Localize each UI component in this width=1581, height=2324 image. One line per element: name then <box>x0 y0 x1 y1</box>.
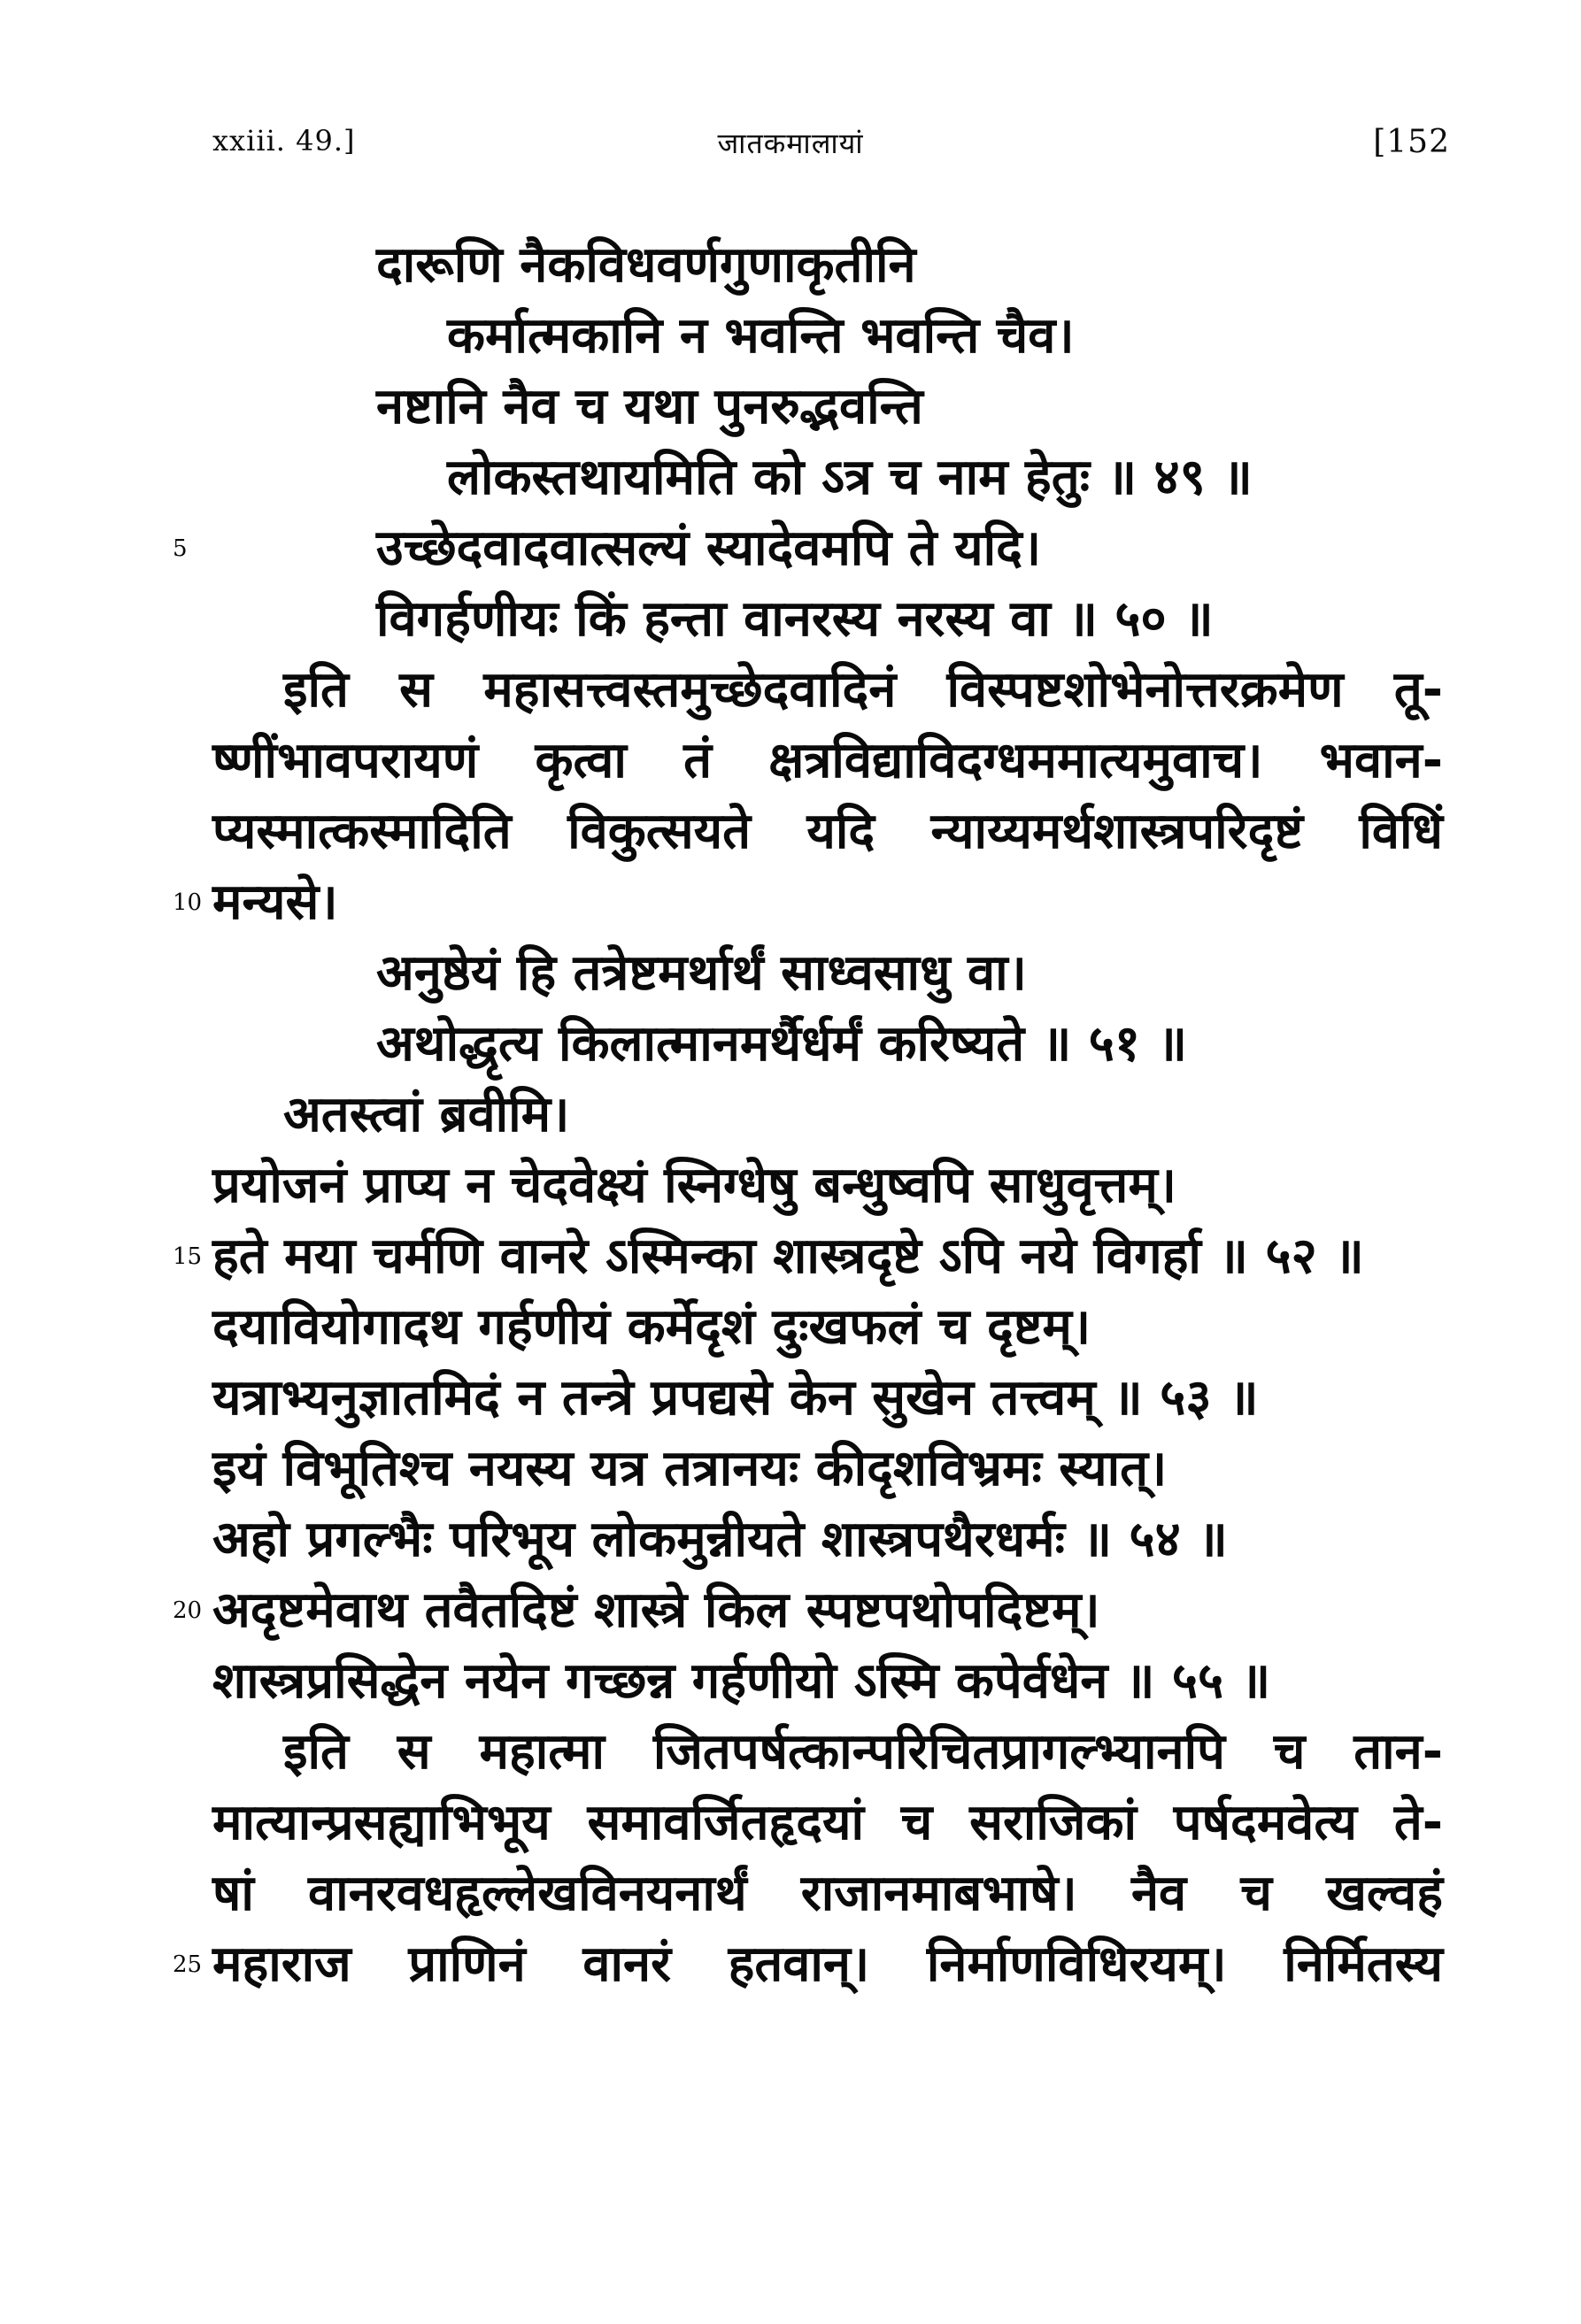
text-line: षां वानरवधहृल्लेखविनयनार्थं राजानमाबभाषे। नैव च खल्वहं <box>212 1865 1443 1922</box>
line-number: 25 <box>173 1951 203 1978</box>
running-head-reference: xxiii. 49.] <box>212 124 356 158</box>
text-line: इति स महासत्त्वस्तमुच्छेदवादिनं विस्पष्टशोभेनोत्तरक्रमेण तू- <box>283 661 1443 719</box>
line-number: 10 <box>173 889 203 916</box>
text-line: महाराज प्राणिनं वानरं हतवान्। निर्माणविधिरयम्। निर्मितस्य <box>212 1935 1443 1993</box>
line-number: 5 <box>173 535 188 562</box>
text-line: नष्टानि नैव च यथा पुनरुद्भवन्ति <box>376 378 923 435</box>
text-line: हते मया चर्मणि वानरे ऽस्मिन्का शास्त्रदृष्टे ऽपि नये विगर्हा ॥ ५२ ॥ <box>212 1227 1364 1285</box>
running-head-title: जातकमालायां <box>717 127 864 160</box>
line-number: 15 <box>173 1243 203 1270</box>
text-line: अदृष्टमेवाथ तवैतदिष्टं शास्त्रे किल स्पष्टपथोपदिष्टम्। <box>212 1581 1100 1639</box>
text-line: अहो प्रगल्भैः परिभूय लोकमुन्नीयते शास्त्रपथैरधर्मः ॥ ५४ ॥ <box>212 1511 1228 1568</box>
text-line: दयावियोगादथ गर्हणीयं कर्मेदृशं दुःखफलं च दृष्टम्। <box>212 1298 1091 1356</box>
text-line: कर्मात्मकानि न भवन्ति भवन्ति चैव। <box>447 307 1075 365</box>
text-line: शास्त्रप्रसिद्धेन नयेन गच्छन्न गर्हणीयो ऽस्मि कपेर्वधेन ॥ ५५ ॥ <box>212 1652 1271 1710</box>
page-header <box>0 124 1581 177</box>
text-line: अनुष्ठेयं हि तत्रेष्टमर्थार्थं साध्वसाधु वा। <box>376 944 1027 1002</box>
text-line: उच्छेदवादवात्सल्यं स्यादेवमपि ते यदि। <box>376 519 1042 577</box>
text-line: लोकस्तथायमिति को ऽत्र च नाम हेतुः ॥ ४९ ॥ <box>447 449 1253 506</box>
page-number: [152 <box>1373 124 1450 160</box>
text-line: प्यस्मात्कस्मादिति विकुत्सयते यदि न्याय्यमर्थशास्त्रपरिदृष्टं विधिं <box>212 803 1443 860</box>
text-line: मात्यान्प्रसह्याभिभूय समावर्जितहृदयां च सराजिकां पर्षदमवेत्य ते- <box>212 1794 1443 1851</box>
text-line: प्रयोजनं प्राप्य न चेदवेक्ष्यं स्निग्धेषु बन्धुष्वपि साधुवृत्तम्। <box>212 1157 1177 1214</box>
line-number: 20 <box>173 1597 203 1624</box>
text-line: विगर्हणीयः किं हन्ता वानरस्य नरस्य वा ॥ ५० ॥ <box>376 590 1214 648</box>
text-line: अथोद्धृत्य किलात्मानमर्थैर्धर्मं करिष्यते ॥ ५१ ॥ <box>376 1015 1188 1073</box>
text-line: इयं विभूतिश्च नयस्य यत्र तत्रानयः कीदृशविभ्रमः स्यात्। <box>212 1440 1168 1497</box>
text-line: अतस्त्वां ब्रवीमि। <box>283 1086 570 1143</box>
text-line: ष्णींभावपरायणं कृत्वा तं क्षत्रविद्याविदग्धममात्यमुवाच। भवान- <box>212 732 1443 789</box>
text-line: इति स महात्मा जितपर्षत्कान्परिचितप्रागल्भ्यानपि च तान- <box>283 1723 1443 1781</box>
text-line: मन्यसे। <box>212 873 338 931</box>
text-line: दारूणि नैकविधवर्णगुणाकृतीनि <box>376 236 916 294</box>
text-line: यत्राभ्यनुज्ञातमिदं न तन्त्रे प्रपद्यसे केन सुखेन तत्त्वम् ॥ ५३ ॥ <box>212 1369 1259 1427</box>
